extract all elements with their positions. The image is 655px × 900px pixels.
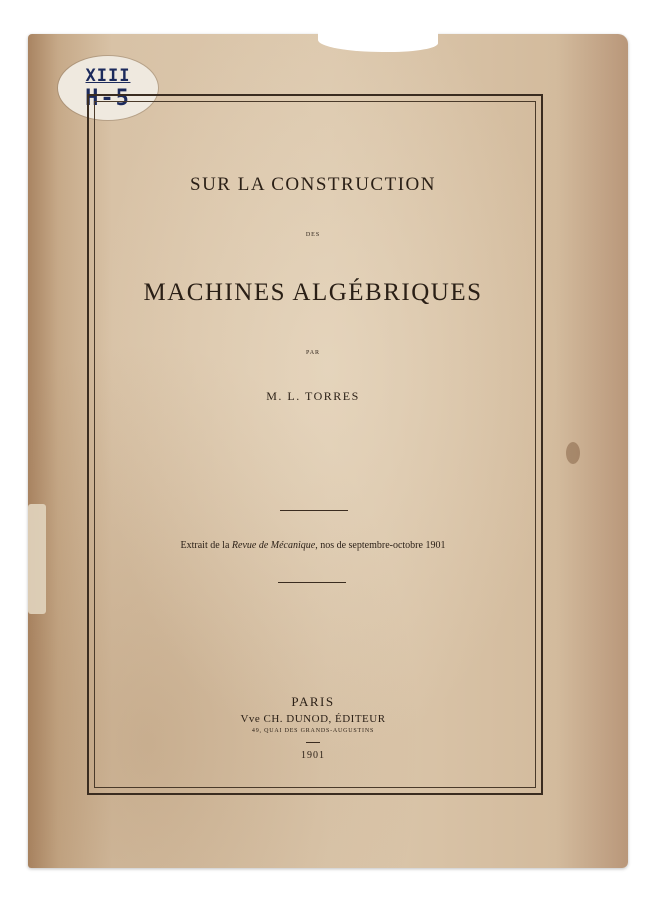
divider-rule-top (280, 510, 348, 511)
author-connector-par: PAR (305, 350, 321, 356)
extract-note (28, 540, 598, 551)
extract-suffix: , nos de septembre-octobre 1901 (315, 540, 446, 551)
label-call-number: H-5 (85, 86, 131, 111)
imprint-year: 1901 (301, 750, 325, 761)
imprint-address: 49, QUAI DES GRANDS-AUGUSTINS (251, 728, 375, 734)
paper-stain (28, 504, 46, 614)
imprint-city: PARIS (291, 694, 335, 709)
torn-edge (318, 30, 438, 52)
title-line-1: SUR LA CONSTRUCTION (190, 174, 436, 195)
author-name: M. L. TORRES (266, 389, 360, 403)
label-shelf-mark: XIII (85, 66, 131, 86)
divider-rule-bottom (278, 582, 346, 583)
imprint-publisher: Vve CH. DUNOD, ÉDITEUR (240, 713, 386, 725)
journal-name: Revue de Mécanique (231, 540, 316, 551)
document-cover (28, 34, 628, 868)
title-connector-des: DES (305, 232, 321, 238)
inner-border-frame (94, 101, 536, 788)
imprint-dash (306, 742, 320, 743)
title-line-2: MACHINES ALGÉBRIQUES (143, 279, 483, 306)
paper-spot (566, 442, 580, 464)
extract-prefix: Extrait de la (180, 540, 232, 551)
